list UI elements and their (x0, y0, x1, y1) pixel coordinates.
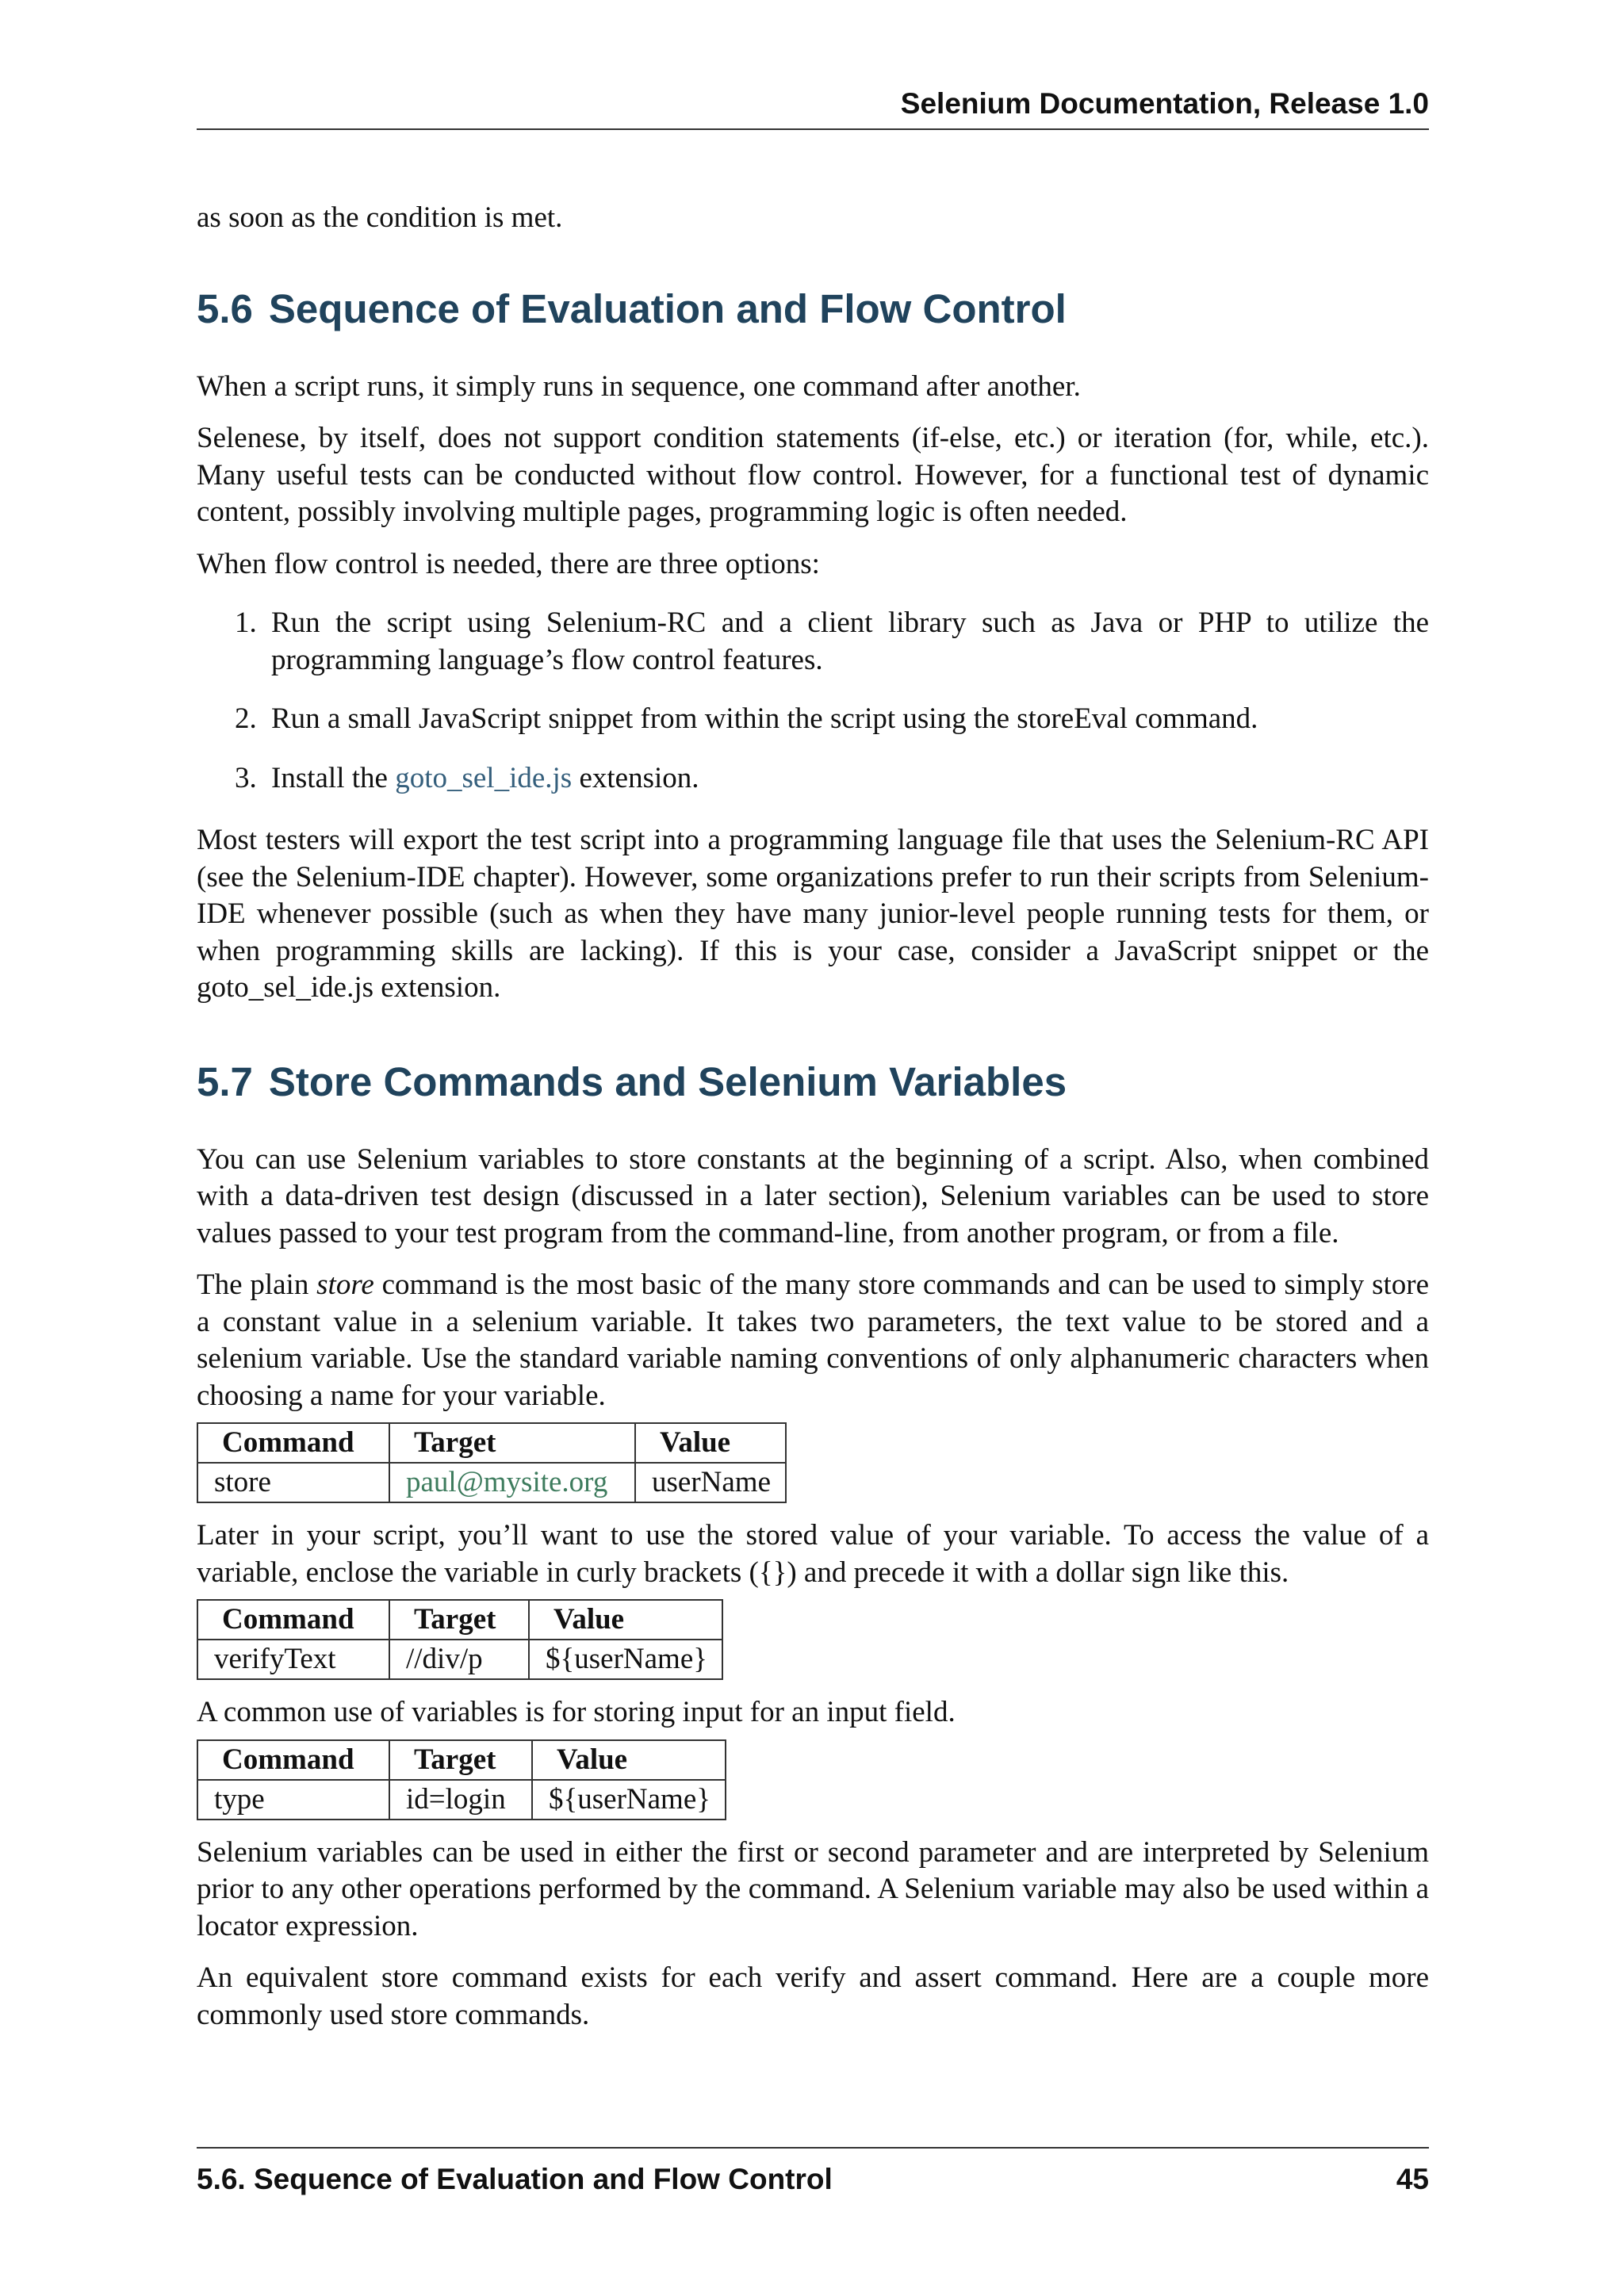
table-row (197, 1780, 726, 1820)
section-5-6-heading (197, 285, 1429, 334)
verifytext-command-table (197, 1599, 723, 1680)
table-cell-link[interactable]: paul@mysite.org (389, 1463, 635, 1502)
paragraph (197, 1267, 1429, 1414)
list-marker: 3. (235, 761, 257, 794)
paragraph: A common use of variables is for storing input for an input field. (197, 1696, 956, 1728)
column-header: Target (389, 1600, 529, 1640)
paragraph: Selenium variables can be used in either the first or second parameter and are interpreted by Selenium prior to any other operations performed by the command. A Selenium variable may also be used within a locator expression. (197, 1835, 1429, 1942)
list-marker: 1. (235, 607, 257, 639)
header-title: Selenium Documentation, Release 1.0 (900, 87, 1429, 120)
list-item-text-before: Install the (271, 761, 396, 794)
paragraph: Most testers will export the test script into a programming language file that uses the Selenium-RC API (see the Selenium-IDE chapter). However, some organizations prefer to run their scripts from Selenium-IDE whenever possible (such as when they have many junior-level people running tests for them, or when programming skills are lacking). If this is your case, consider a JavaScript snippet or the goto_sel_ide.js extension. (197, 824, 1429, 1004)
emphasis: store (316, 1269, 374, 1301)
column-header: Command (197, 1600, 389, 1640)
paragraph: An equivalent store command exists for each verify and assert command. Here are a couple more commonly used store commands. (197, 1961, 1429, 2031)
section-title: Sequence of Evaluation and Flow Control (268, 285, 1067, 331)
footer-section-title: 5.6. Sequence of Evaluation and Flow Control (197, 2163, 833, 2195)
goto-sel-ide-link[interactable]: goto_sel_ide.js (395, 761, 573, 794)
table-row (197, 1640, 722, 1679)
paragraph: When a script runs, it simply runs in sequence, one command after another. (197, 369, 1081, 403)
section-number: 5.7 (197, 1058, 253, 1104)
type-command-table (197, 1739, 726, 1820)
page-number: 45 (1396, 2163, 1429, 2195)
page-content (197, 200, 1429, 2049)
text-run: The plain (197, 1269, 317, 1301)
table-cell: type (197, 1780, 389, 1820)
column-header: Command (197, 1423, 389, 1463)
table-header-row (197, 1740, 726, 1780)
table-header-row (197, 1600, 722, 1640)
column-header: Value (529, 1600, 722, 1640)
table-cell: store (197, 1463, 389, 1502)
table-cell: ${userName} (529, 1640, 722, 1679)
running-footer (197, 2147, 1429, 2196)
table-cell: userName (635, 1463, 786, 1502)
list-item-text: Run the script using Selenium-RC and a client library such as Java or PHP to utilize the programming language’s flow control features. (271, 607, 1429, 676)
list-item-text-after: extension. (572, 761, 699, 794)
column-header: Value (635, 1423, 786, 1463)
running-header (197, 87, 1429, 130)
table-cell: id=login (389, 1780, 532, 1820)
store-command-table (197, 1422, 787, 1503)
text-run: command is the most basic of the many store commands and can be used to simply store a constant value in a selenium variable. It takes two parameters, the text value to be stored and a selenium variable. Use the standard variable naming conventions of only alphanumeric characters when choosing a name for your variable. (197, 1269, 1429, 1412)
table-cell: //div/p (389, 1640, 529, 1679)
column-header: Target (389, 1423, 635, 1463)
column-header: Value (532, 1740, 726, 1780)
list-item-text: Run a small JavaScript snippet from within the script using the storeEval command. (271, 702, 1258, 735)
list-marker: 2. (235, 702, 257, 735)
section-number: 5.6 (197, 285, 253, 331)
column-header: Command (197, 1740, 389, 1780)
paragraph: Selenese, by itself, does not support condition statements (if-else, etc.) or iteration (for, while, etc.). Many useful tests can be conducted without flow control. However, for a functional test of dynamic content, possibly involving multiple pages, programming logic is often needed. (197, 422, 1429, 528)
paragraph: When flow control is needed, there are three options: (197, 547, 820, 580)
list-item (197, 760, 1429, 798)
list-item (197, 605, 1429, 679)
column-header: Target (389, 1740, 532, 1780)
section-title: Store Commands and Selenium Variables (268, 1058, 1067, 1104)
paragraph: Later in your script, you’ll want to use the stored value of your variable. To access the value of a variable, enclose the variable in curly brackets ({}) and precede it with a dollar sign like this. (197, 1519, 1429, 1589)
table-header-row (197, 1423, 786, 1463)
intro-paragraph: as soon as the condition is met. (197, 201, 563, 234)
paragraph: You can use Selenium variables to store constants at the beginning of a script. Also, when combined with a data-driven test design (discussed in a later section), Selenium variables can be used to store values passed to your test program from the command-line, from another program, or from a file. (197, 1142, 1429, 1249)
list-item (197, 701, 1429, 738)
section-5-7-heading (197, 1058, 1429, 1107)
table-cell: ${userName} (532, 1780, 726, 1820)
flow-control-options-list (197, 605, 1429, 797)
table-row (197, 1463, 786, 1502)
table-cell: verifyText (197, 1640, 389, 1679)
